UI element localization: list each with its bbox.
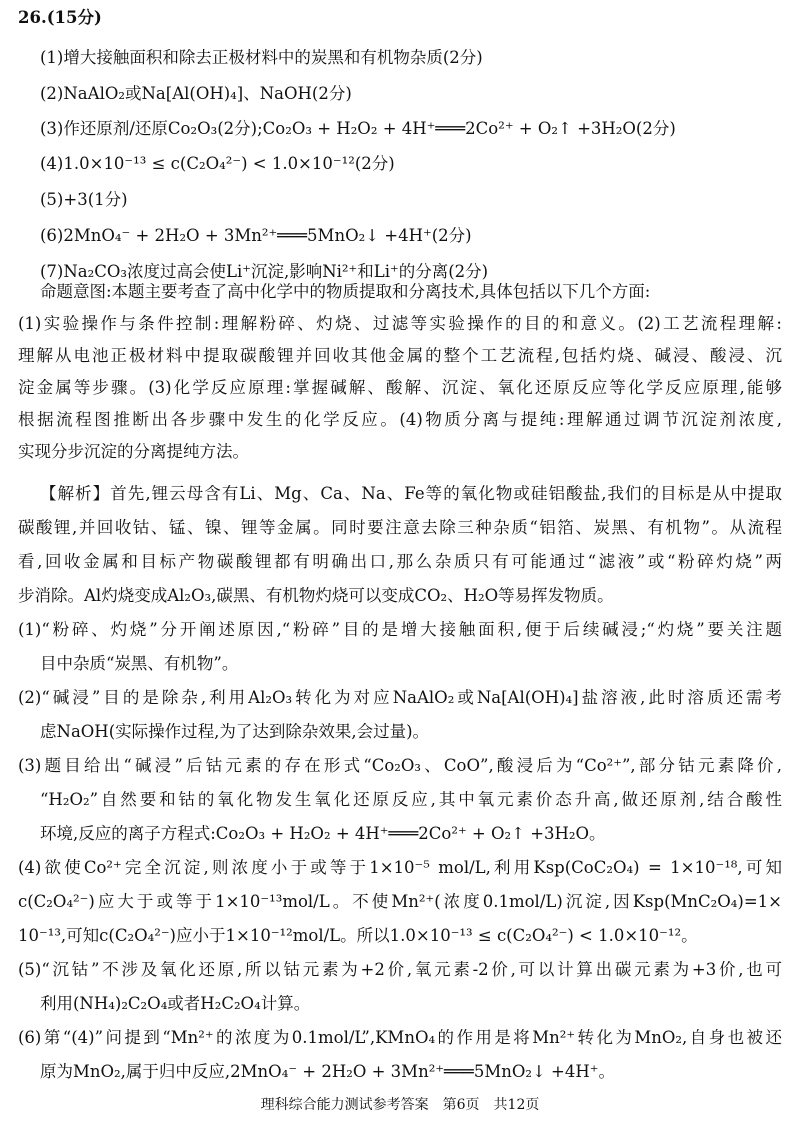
analysis-item-4: 10⁻¹³,可知c(C₂O₄²⁻)应小于1×10⁻¹²mol/L。所以1.0×10⁻¹³ ≤ c(C₂O₄²⁻) < 1.0×10⁻¹²。 xyxy=(18,926,698,945)
answer-2: (2)NaAlO₂或Na[Al(OH)₄]、NaOH(2分) xyxy=(40,84,352,103)
analysis-item-3: (3)题目给出“碱浸”后钴元素的存在形式“Co₂O₃、CoO”,酸浸后为“Co²⁺”,部分钴元素降价, xyxy=(18,756,782,775)
analysis-line: 碳酸锂,并回收钴、锰、镍、锂等金属。同时要注意去除三种杂质“铝箔、炭黑、有机物”。从流程 xyxy=(18,518,782,537)
answer-6: (6)2MnO₄⁻ + 2H₂O + 3Mn²⁺═══5MnO₂↓ +4H⁺(2分) xyxy=(40,226,472,245)
analysis-item-3: 环境,反应的离子方程式:Co₂O₃ + H₂O₂ + 4H⁺═══2Co²⁺ + O₂↑ +3H₂O。 xyxy=(40,824,606,843)
answer-7: (7)Na₂CO₃浓度过高会使Li⁺沉淀,影响Ni²⁺和Li⁺的分离(2分) xyxy=(40,262,489,281)
answer-3: (3)作还原剂/还原Co₂O₃(2分);Co₂O₃ + H₂O₂ + 4H⁺═══2Co²⁺ + O₂↑ +3H₂O(2分) xyxy=(40,119,676,138)
analysis-line: 步消除。Al灼烧变成Al₂O₃,碳黑、有机物灼烧可以变成CO₂、H₂O等易挥发物质。 xyxy=(18,586,614,605)
analysis-item-4: (4)欲使Co²⁺完全沉淀,则浓度小于或等于1×10⁻⁵ mol/L,利用Ksp(CoC₂O₄) = 1×10⁻¹⁸,可知 xyxy=(18,858,782,877)
answer-1: (1)增大接触面积和除去正极材料中的炭黑和有机物杂质(2分) xyxy=(40,48,483,67)
analysis-item-6-cont: 原为MnO₂,属于归中反应,2MnO₄⁻ + 2H₂O + 3Mn²⁺═══5MnO₂↓ +4H⁺。 xyxy=(40,1062,615,1081)
analysis-item-4: c(C₂O₄²⁻)应大于或等于1×10⁻¹³mol/L。不使Mn²⁺(浓度0.1mol/L)沉淀,因Ksp(MnC₂O₄)=1× xyxy=(18,892,782,911)
analysis-item-1: 目中杂质“炭黑、有机物”。 xyxy=(40,654,239,673)
answer-5: (5)+3(1分) xyxy=(40,190,128,209)
analysis-item-5: (5)“沉钴”不涉及氧化还原,所以钴元素为+2价,氧元素-2价,可以计算出碳元素为+3价,也可 xyxy=(18,960,782,979)
analysis-item-3: “H₂O₂”自然要和钴的氧化物发生氧化还原反应,其中氧元素价态升高,做还原剂,结合酸性 xyxy=(40,790,782,809)
question-number: 26.(15分) xyxy=(18,8,102,27)
analysis-item-2: 虑NaOH(实际操作过程,为了达到除杂效果,会过量)。 xyxy=(40,722,430,741)
analysis-line: 看,回收金属和目标产物碳酸锂都有明确出口,那么杂质只有可能通过“滤液”或“粉碎灼烧”两 xyxy=(18,552,782,571)
intent-line: (1)实验操作与条件控制:理解粉碎、灼烧、过滤等实验操作的目的和意义。(2)工艺流程理解: xyxy=(18,314,782,333)
analysis-line: 【解析】首先,锂云母含有Li、Mg、Ca、Na、Fe等的氧化物或硅铝酸盐,我们的目标是从中提取 xyxy=(40,484,782,503)
answer-4: (4)1.0×10⁻¹³ ≤ c(C₂O₄²⁻) < 1.0×10⁻¹²(2分) xyxy=(40,154,395,173)
analysis-item-6: (6)第“(4)”问提到“Mn²⁺的浓度为0.1mol/L”,KMnO₄的作用是将Mn²⁺转化为MnO₂,自身也被还 xyxy=(18,1028,782,1047)
analysis-item-1: (1)“粉碎、灼烧”分开阐述原因,“粉碎”目的是增大接触面积,便于后续碱浸;“灼烧”要关注题 xyxy=(18,620,782,639)
intent-line: 实现分步沉淀的分离提纯方法。 xyxy=(18,442,249,461)
intent-line: 根据流程图推断出各步骤中发生的化学反应。(4)物质分离与提纯:理解通过调节沉淀剂浓度, xyxy=(18,410,782,429)
intent-line: 理解从电池正极材料中提取碳酸锂并回收其他金属的整个工艺流程,包括灼烧、碱浸、酸浸、沉 xyxy=(18,346,782,365)
analysis-item-2: (2)“碱浸”目的是除杂,利用Al₂O₃转化为对应NaAlO₂或Na[Al(OH)₄]盐溶液,此时溶质还需考 xyxy=(18,688,782,707)
intent-line: 命题意图:本题主要考查了高中化学中的物质提取和分离技术,具体包括以下几个方面: xyxy=(40,282,651,301)
intent-line: 淀金属等步骤。(3)化学反应原理:掌握碱解、酸解、沉淀、氧化还原反应等化学反应原理,能够 xyxy=(18,378,782,397)
page-footer: 理科综合能力测试参考答案 第6页 共12页 xyxy=(260,1097,540,1113)
analysis-item-5: 利用(NH₄)₂C₂O₄或者H₂C₂O₄计算。 xyxy=(40,994,311,1013)
